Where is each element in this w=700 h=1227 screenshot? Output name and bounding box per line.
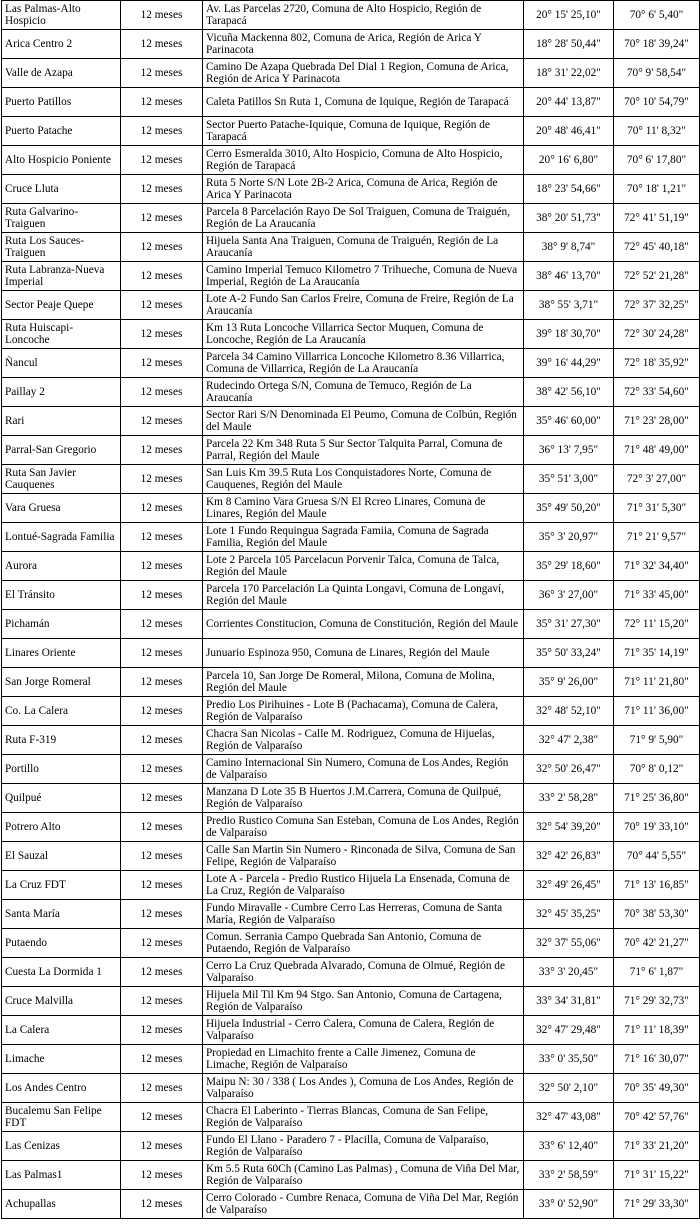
site-name-cell: Santa María [2, 900, 121, 929]
site-name-cell: Cruce Malvilla [2, 987, 121, 1016]
address-cell: Hijuela Industrial - Cerro Calera, Comuna de Calera, Región de Valparaíso [203, 1016, 524, 1045]
term-cell: 12 meses [121, 668, 203, 697]
site-name-cell: Pichamán [2, 610, 121, 639]
table-row [2, 407, 700, 436]
longitude-cell: 70° 42' 21,27" [614, 929, 700, 958]
longitude-cell: 71° 32' 34,40" [614, 552, 700, 581]
table-row [2, 1074, 700, 1103]
longitude-cell: 72° 41' 51,19" [614, 204, 700, 233]
address-cell: Maipu N: 30 / 338 ( Los Andes ), Comuna de Los Andes, Región de Valparaíso [203, 1074, 524, 1103]
site-name-cell: Las Palmas-Alto Hospicio [2, 1, 121, 30]
term-cell: 12 meses [121, 436, 203, 465]
table-row [2, 639, 700, 668]
address-cell: Cerro Colorado - Cumbre Renaca, Comuna de Viña Del Mar, Región de Valparaíso [203, 1190, 524, 1219]
latitude-cell: 39° 18' 30,70" [524, 320, 614, 349]
term-cell: 12 meses [121, 117, 203, 146]
longitude-cell: 72° 45' 40,18" [614, 233, 700, 262]
longitude-cell: 70° 35' 49,30" [614, 1074, 700, 1103]
table-row [2, 349, 700, 378]
address-cell: Km 13 Ruta Loncoche Villarrica Sector Muquen, Comuna de Loncoche, Región de La Araucanía [203, 320, 524, 349]
term-cell: 12 meses [121, 726, 203, 755]
latitude-cell: 33° 6' 12,40" [524, 1132, 614, 1161]
table-row [2, 552, 700, 581]
table-row [2, 494, 700, 523]
longitude-cell: 70° 9' 58,54" [614, 59, 700, 88]
address-cell: Fundo El Llano - Paradero 7 - Placilla, Comuna de Valparaíso, Región de Valparaíso [203, 1132, 524, 1161]
term-cell: 12 meses [121, 1161, 203, 1190]
address-cell: Lote 2 Parcela 105 Parcelacun Porvenir Talca, Comuna de Talca, Región del Maule [203, 552, 524, 581]
longitude-cell: 72° 18' 35,92" [614, 349, 700, 378]
term-cell: 12 meses [121, 59, 203, 88]
address-cell: Lote A - Parcela - Predio Rustico Hijuela La Ensenada, Comuna de La Cruz, Región de Valparaíso [203, 871, 524, 900]
longitude-cell: 70° 18' 39,24" [614, 30, 700, 59]
latitude-cell: 18° 28' 50,44" [524, 30, 614, 59]
term-cell: 12 meses [121, 494, 203, 523]
latitude-cell: 35° 31' 27,30" [524, 610, 614, 639]
site-name-cell: Paillay 2 [2, 378, 121, 407]
address-cell: Sector Rari S/N Denominada El Peumo, Comuna de Colbún, Región del Maule [203, 407, 524, 436]
longitude-cell: 71° 33' 21,20" [614, 1132, 700, 1161]
site-name-cell: Linares Oriente [2, 639, 121, 668]
term-cell: 12 meses [121, 1132, 203, 1161]
site-name-cell: Rari [2, 407, 121, 436]
latitude-cell: 32° 37' 55,06" [524, 929, 614, 958]
address-cell: Sector Puerto Patache-Iquique, Comuna de Iquique, Región de Tarapacá [203, 117, 524, 146]
site-name-cell: Parral-San Gregorio [2, 436, 121, 465]
address-cell: Propiedad en Limachito frente a Calle Jimenez, Comuna de Limache, Región de Valparaíso [203, 1045, 524, 1074]
term-cell: 12 meses [121, 784, 203, 813]
longitude-cell: 72° 37' 32,25" [614, 291, 700, 320]
address-cell: Cerro La Cruz Quebrada Alvarado, Comuna de Olmué, Región de Valparaíso [203, 958, 524, 987]
table-row [2, 146, 700, 175]
term-cell: 12 meses [121, 1190, 203, 1219]
site-name-cell: Vara Gruesa [2, 494, 121, 523]
latitude-cell: 32° 45' 35,25" [524, 900, 614, 929]
term-cell: 12 meses [121, 204, 203, 233]
table-row [2, 1016, 700, 1045]
latitude-cell: 38° 46' 13,70" [524, 262, 614, 291]
longitude-cell: 70° 6' 5,40" [614, 1, 700, 30]
site-name-cell: La Cruz FDT [2, 871, 121, 900]
term-cell: 12 meses [121, 1016, 203, 1045]
address-cell: Parcela 34 Camino Villarrica Loncoche Kilometro 8.36 Villarrica, Comuna de Villarrica, Región de La Araucanía [203, 349, 524, 378]
table-row [2, 1103, 700, 1132]
latitude-cell: 35° 46' 60,00" [524, 407, 614, 436]
address-cell: Hijuela Santa Ana Traiguen, Comuna de Traiguén, Región de La Araucanía [203, 233, 524, 262]
term-cell: 12 meses [121, 262, 203, 291]
term-cell: 12 meses [121, 987, 203, 1016]
term-cell: 12 meses [121, 30, 203, 59]
table-row [2, 204, 700, 233]
table-row [2, 958, 700, 987]
latitude-cell: 32° 49' 26,45" [524, 871, 614, 900]
term-cell: 12 meses [121, 175, 203, 204]
site-name-cell: Ruta Los Sauces-Traiguen [2, 233, 121, 262]
longitude-cell: 72° 3' 27,00" [614, 465, 700, 494]
table-row [2, 987, 700, 1016]
table-row [2, 233, 700, 262]
term-cell: 12 meses [121, 1103, 203, 1132]
table-row [2, 1132, 700, 1161]
site-name-cell: Ruta Galvarino-Traiguen [2, 204, 121, 233]
table-row [2, 465, 700, 494]
site-name-cell: Limache [2, 1045, 121, 1074]
table-row [2, 929, 700, 958]
term-cell: 12 meses [121, 1074, 203, 1103]
term-cell: 12 meses [121, 610, 203, 639]
address-cell: Parcela 170 Parcelación La Quinta Longavi, Comuna de Longaví, Región del Maule [203, 581, 524, 610]
term-cell: 12 meses [121, 1045, 203, 1074]
latitude-cell: 35° 9' 26,00" [524, 668, 614, 697]
latitude-cell: 18° 23' 54,66" [524, 175, 614, 204]
latitude-cell: 38° 20' 51,73" [524, 204, 614, 233]
site-name-cell: Las Cenizas [2, 1132, 121, 1161]
site-name-cell: Quilpué [2, 784, 121, 813]
latitude-cell: 32° 48' 52,10" [524, 697, 614, 726]
table-row [2, 581, 700, 610]
term-cell: 12 meses [121, 465, 203, 494]
table-row [2, 610, 700, 639]
term-cell: 12 meses [121, 146, 203, 175]
term-cell: 12 meses [121, 958, 203, 987]
sites-table [1, 0, 700, 1219]
longitude-cell: 70° 18' 1,21" [614, 175, 700, 204]
term-cell: 12 meses [121, 842, 203, 871]
latitude-cell: 33° 2' 58,28" [524, 784, 614, 813]
term-cell: 12 meses [121, 639, 203, 668]
address-cell: Camino De Azapa Quebrada Del Dial 1 Region, Comuna de Arica, Región de Arica Y Parinacota [203, 59, 524, 88]
term-cell: 12 meses [121, 1, 203, 30]
latitude-cell: 20° 44' 13,87" [524, 88, 614, 117]
term-cell: 12 meses [121, 929, 203, 958]
address-cell: Corrientes Constitucion, Comuna de Constitución, Región del Maule [203, 610, 524, 639]
address-cell: Camino Imperial Temuco Kilometro 7 Trihueche, Comuna de Nueva Imperial, Región de La Araucanía [203, 262, 524, 291]
address-cell: Av. Las Parcelas 2720, Comuna de Alto Hospicio, Región de Tarapacá [203, 1, 524, 30]
latitude-cell: 32° 50' 2,10" [524, 1074, 614, 1103]
site-name-cell: Putaendo [2, 929, 121, 958]
longitude-cell: 72° 52' 21,28" [614, 262, 700, 291]
term-cell: 12 meses [121, 813, 203, 842]
table-row [2, 755, 700, 784]
latitude-cell: 32° 47' 29,48" [524, 1016, 614, 1045]
term-cell: 12 meses [121, 233, 203, 262]
table-row [2, 436, 700, 465]
address-cell: Km 5.5 Ruta 60Ch (Camino Las Palmas) , Comuna de Viña Del Mar, Región de Valparaíso [203, 1161, 524, 1190]
latitude-cell: 33° 34' 31,81" [524, 987, 614, 1016]
site-name-cell: Cuesta La Dormida 1 [2, 958, 121, 987]
address-cell: Caleta Patillos Sn Ruta 1, Comuna de Iquique, Región de Tarapacá [203, 88, 524, 117]
site-name-cell: Lontué-Sagrada Familia [2, 523, 121, 552]
term-cell: 12 meses [121, 88, 203, 117]
address-cell: Vicuña Mackenna 802, Comuna de Arica, Región de Arica Y Parinacota [203, 30, 524, 59]
table-row [2, 813, 700, 842]
longitude-cell: 70° 19' 33,10" [614, 813, 700, 842]
site-name-cell: Ñancul [2, 349, 121, 378]
longitude-cell: 70° 44' 5,55" [614, 842, 700, 871]
site-name-cell: Arica Centro 2 [2, 30, 121, 59]
longitude-cell: 71° 13' 16,85" [614, 871, 700, 900]
table-row [2, 871, 700, 900]
site-name-cell: Co. La Calera [2, 697, 121, 726]
site-name-cell: Sector Peaje Quepe [2, 291, 121, 320]
term-cell: 12 meses [121, 349, 203, 378]
site-name-cell: Potrero Alto [2, 813, 121, 842]
address-cell: Ruta 5 Norte S/N Lote 2B-2 Arica, Comuna de Arica, Región de Arica Y Parinacota [203, 175, 524, 204]
table-row [2, 59, 700, 88]
term-cell: 12 meses [121, 523, 203, 552]
site-name-cell: Los Andes Centro [2, 1074, 121, 1103]
site-name-cell: Alto Hospicio Poniente [2, 146, 121, 175]
term-cell: 12 meses [121, 755, 203, 784]
latitude-cell: 32° 47' 2,38" [524, 726, 614, 755]
latitude-cell: 35° 3' 20,97" [524, 523, 614, 552]
longitude-cell: 72° 11' 15,20" [614, 610, 700, 639]
sites-table-body [2, 1, 700, 1219]
address-cell: San Luis Km 39.5 Ruta Los Conquistadores Norte, Comuna de Cauquenes, Región del Maule [203, 465, 524, 494]
table-row [2, 900, 700, 929]
site-name-cell: San Jorge Romeral [2, 668, 121, 697]
latitude-cell: 35° 49' 50,20" [524, 494, 614, 523]
longitude-cell: 71° 11' 21,80" [614, 668, 700, 697]
table-row [2, 668, 700, 697]
site-name-cell: Achupallas [2, 1190, 121, 1219]
latitude-cell: 35° 51' 3,00" [524, 465, 614, 494]
latitude-cell: 32° 50' 26,47" [524, 755, 614, 784]
site-name-cell: Las Palmas1 [2, 1161, 121, 1190]
longitude-cell: 70° 6' 17,80" [614, 146, 700, 175]
table-row [2, 523, 700, 552]
address-cell: Km 8 Camino Vara Gruesa S/N El Rcreo Linares, Comuna de Linares, Región del Maule [203, 494, 524, 523]
longitude-cell: 70° 42' 57,76" [614, 1103, 700, 1132]
latitude-cell: 36° 3' 27,00" [524, 581, 614, 610]
term-cell: 12 meses [121, 900, 203, 929]
address-cell: Comun. Serrania Campo Quebrada San Antonio, Comuna de Putaendo, Región de Valparaíso [203, 929, 524, 958]
address-cell: Parcela 10, San Jorge De Romeral, Milona, Comuna de Molina, Región del Maule [203, 668, 524, 697]
latitude-cell: 33° 0' 35,50" [524, 1045, 614, 1074]
latitude-cell: 32° 54' 39,20" [524, 813, 614, 842]
latitude-cell: 18° 31' 22,02" [524, 59, 614, 88]
address-cell: Predio Los Pirihuines - Lote B (Pachacama), Comuna de Calera, Región de Valparaíso [203, 697, 524, 726]
longitude-cell: 70° 8' 0,12" [614, 755, 700, 784]
term-cell: 12 meses [121, 320, 203, 349]
latitude-cell: 20° 15' 25,10" [524, 1, 614, 30]
term-cell: 12 meses [121, 552, 203, 581]
latitude-cell: 33° 2' 58,59" [524, 1161, 614, 1190]
address-cell: Hijuela Mil Til Km 94 Stgo. San Antonio, Comuna de Cartagena, Región de Valparaíso [203, 987, 524, 1016]
address-cell: Camino Internacional Sin Numero, Comuna de Los Andes, Región de Valparaíso [203, 755, 524, 784]
term-cell: 12 meses [121, 697, 203, 726]
table-row [2, 291, 700, 320]
longitude-cell: 71° 11' 18,39" [614, 1016, 700, 1045]
address-cell: Parcela 8 Parcelación Rayo De Sol Traiguen, Comuna de Traiguén, Región de La Araucanía [203, 204, 524, 233]
longitude-cell: 71° 25' 36,80" [614, 784, 700, 813]
longitude-cell: 70° 10' 54,79" [614, 88, 700, 117]
latitude-cell: 36° 13' 7,95" [524, 436, 614, 465]
latitude-cell: 20° 48' 46,41" [524, 117, 614, 146]
site-name-cell: Puerto Patache [2, 117, 121, 146]
longitude-cell: 71° 23' 28,00" [614, 407, 700, 436]
address-cell: Lote A-2 Fundo San Carlos Freire, Comuna de Freire, Región de La Araucanía [203, 291, 524, 320]
longitude-cell: 72° 30' 24,28" [614, 320, 700, 349]
site-name-cell: Bucalemu San Felipe FDT [2, 1103, 121, 1132]
term-cell: 12 meses [121, 378, 203, 407]
table-row [2, 726, 700, 755]
longitude-cell: 71° 11' 36,00" [614, 697, 700, 726]
latitude-cell: 35° 29' 18,60" [524, 552, 614, 581]
site-name-cell: Ruta San Javier Cauquenes [2, 465, 121, 494]
term-cell: 12 meses [121, 871, 203, 900]
address-cell: Lote 1 Fundo Requingua Sagrada Famiia, Comuna de Sagrada Familia, Región del Maule [203, 523, 524, 552]
address-cell: Predio Rustico Comuna San Esteban, Comuna de Los Andes, Región de Valparaíso [203, 813, 524, 842]
table-row [2, 1161, 700, 1190]
table-row [2, 378, 700, 407]
table-row [2, 784, 700, 813]
latitude-cell: 38° 55' 3,71" [524, 291, 614, 320]
longitude-cell: 71° 29' 32,73" [614, 987, 700, 1016]
table-row [2, 1190, 700, 1219]
table-row [2, 175, 700, 204]
site-name-cell: Cruce Lluta [2, 175, 121, 204]
table-row [2, 117, 700, 146]
table-row [2, 320, 700, 349]
latitude-cell: 32° 42' 26,83" [524, 842, 614, 871]
address-cell: Cerro Esmeralda 3010, Alto Hospicio, Comuna de Alto Hospicio, Región de Tarapacá [203, 146, 524, 175]
latitude-cell: 20° 16' 6,80" [524, 146, 614, 175]
latitude-cell: 35° 50' 33,24" [524, 639, 614, 668]
longitude-cell: 71° 29' 33,30" [614, 1190, 700, 1219]
address-cell: Chacra San Nicolas - Calle M. Rodriguez, Comuna de Hijuelas, Región de Valparaíso [203, 726, 524, 755]
longitude-cell: 70° 11' 8,32" [614, 117, 700, 146]
longitude-cell: 71° 16' 30,07" [614, 1045, 700, 1074]
site-name-cell: Portillo [2, 755, 121, 784]
site-name-cell: Ruta Labranza-Nueva Imperial [2, 262, 121, 291]
latitude-cell: 33° 3' 20,45" [524, 958, 614, 987]
longitude-cell: 71° 9' 5,90" [614, 726, 700, 755]
latitude-cell: 38° 9' 8,74" [524, 233, 614, 262]
address-cell: Fundo Miravalle - Cumbre Cerro Las Herreras, Comuna de Santa María, Región de Valparaíso [203, 900, 524, 929]
table-row [2, 262, 700, 291]
address-cell: Calle San Martin Sin Numero - Rinconada de Silva, Comuna de San Felipe, Región de Valparaíso [203, 842, 524, 871]
address-cell: Rudecindo Ortega S/N, Comuna de Temuco, Región de La Araucanía [203, 378, 524, 407]
table-row [2, 30, 700, 59]
longitude-cell: 71° 31' 5,30" [614, 494, 700, 523]
term-cell: 12 meses [121, 407, 203, 436]
latitude-cell: 38° 42' 56,10" [524, 378, 614, 407]
site-name-cell: El Tránsito [2, 581, 121, 610]
site-name-cell: El Sauzal [2, 842, 121, 871]
table-row [2, 1, 700, 30]
latitude-cell: 39° 16' 44,29" [524, 349, 614, 378]
site-name-cell: Ruta Huiscapi-Loncoche [2, 320, 121, 349]
latitude-cell: 32° 47' 43,08" [524, 1103, 614, 1132]
longitude-cell: 71° 48' 49,00" [614, 436, 700, 465]
term-cell: 12 meses [121, 581, 203, 610]
longitude-cell: 71° 33' 45,00" [614, 581, 700, 610]
longitude-cell: 70° 38' 53,30" [614, 900, 700, 929]
term-cell: 12 meses [121, 291, 203, 320]
table-row [2, 1045, 700, 1074]
address-cell: Manzana D Lote 35 B Huertos J.M.Carrera, Comuna de Quilpué, Región de Valparaíso [203, 784, 524, 813]
site-name-cell: Aurora [2, 552, 121, 581]
address-cell: Parcela 22 Km 348 Ruta 5 Sur Sector Talquita Parral, Comuna de Parral, Región del Maule [203, 436, 524, 465]
site-name-cell: La Calera [2, 1016, 121, 1045]
longitude-cell: 72° 33' 54,60" [614, 378, 700, 407]
latitude-cell: 33° 0' 52,90" [524, 1190, 614, 1219]
site-name-cell: Valle de Azapa [2, 59, 121, 88]
site-name-cell: Ruta F-319 [2, 726, 121, 755]
table-row [2, 88, 700, 117]
table-row [2, 697, 700, 726]
site-name-cell: Puerto Patillos [2, 88, 121, 117]
address-cell: Junuario Espinoza 950, Comuna de Linares, Región del Maule [203, 639, 524, 668]
longitude-cell: 71° 31' 15,22" [614, 1161, 700, 1190]
longitude-cell: 71° 21' 9,57" [614, 523, 700, 552]
table-row [2, 842, 700, 871]
longitude-cell: 71° 6' 1,87" [614, 958, 700, 987]
address-cell: Chacra El Laberinto - Tierras Blancas, Comuna de San Felipe, Región de Valparaíso [203, 1103, 524, 1132]
longitude-cell: 71° 35' 14,19" [614, 639, 700, 668]
